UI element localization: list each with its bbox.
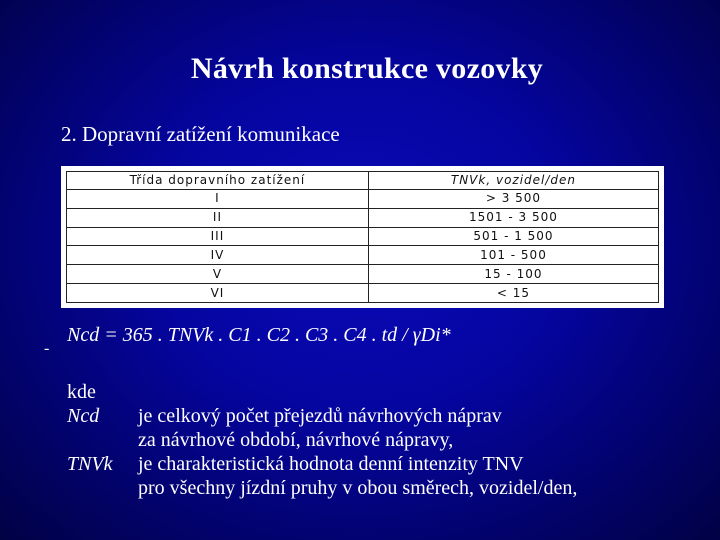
table-cell-tnvk: 15 - 100 xyxy=(368,265,658,284)
formula: Ncd = 365 . TNVk . C1 . C2 . C3 . C4 . td / γDi* xyxy=(67,324,451,346)
definition-line: pro všechny jízdní pruhy v obou směrech, vozidel/den, xyxy=(138,477,578,499)
bullet-dash: - xyxy=(44,340,50,357)
table-row xyxy=(67,246,659,265)
definitions-intro: kde xyxy=(67,381,96,403)
definition-desc xyxy=(138,452,577,500)
traffic-load-table-grid xyxy=(66,171,659,303)
table-row xyxy=(67,190,659,209)
table-header-row xyxy=(67,172,659,190)
definition-line: je charakteristická hodnota denní intenzity TNV xyxy=(138,453,524,475)
table-cell-tnvk: > 3 500 xyxy=(368,190,658,209)
table-cell-class: III xyxy=(67,227,369,246)
definition-item-ncd xyxy=(67,404,577,452)
definition-line: za návrhové období, návrhové nápravy, xyxy=(138,429,454,451)
table-row xyxy=(67,208,659,227)
table-cell-class: V xyxy=(67,265,369,284)
table-cell-tnvk: 501 - 1 500 xyxy=(368,227,658,246)
table-cell-tnvk: 1501 - 3 500 xyxy=(368,208,658,227)
table-row xyxy=(67,265,659,284)
traffic-load-table xyxy=(61,166,664,308)
table-cell-tnvk: 101 - 500 xyxy=(368,246,658,265)
definition-desc xyxy=(138,404,502,452)
definition-term: Ncd xyxy=(67,405,100,427)
definition-line: je celkový počet přejezdů návrhových náprav xyxy=(138,405,502,427)
definition-item-tnvk xyxy=(67,452,577,500)
slide-subtitle: 2. Dopravní zatížení komunikace xyxy=(61,122,340,146)
definition-term: TNVk xyxy=(67,453,113,475)
table-row xyxy=(67,284,659,303)
table-cell-tnvk: < 15 xyxy=(368,284,658,303)
definitions xyxy=(67,380,577,500)
slide-title: Návrh konstrukce vozovky xyxy=(190,52,544,85)
table-header-tnvk: TNVk, vozidel/den xyxy=(368,172,658,190)
table-cell-class: VI xyxy=(67,284,369,303)
table-cell-class: IV xyxy=(67,246,369,265)
table-header-class: Třída dopravního zatížení xyxy=(67,172,369,190)
table-cell-class: II xyxy=(67,208,369,227)
table-cell-class: I xyxy=(67,190,369,209)
table-row xyxy=(67,227,659,246)
